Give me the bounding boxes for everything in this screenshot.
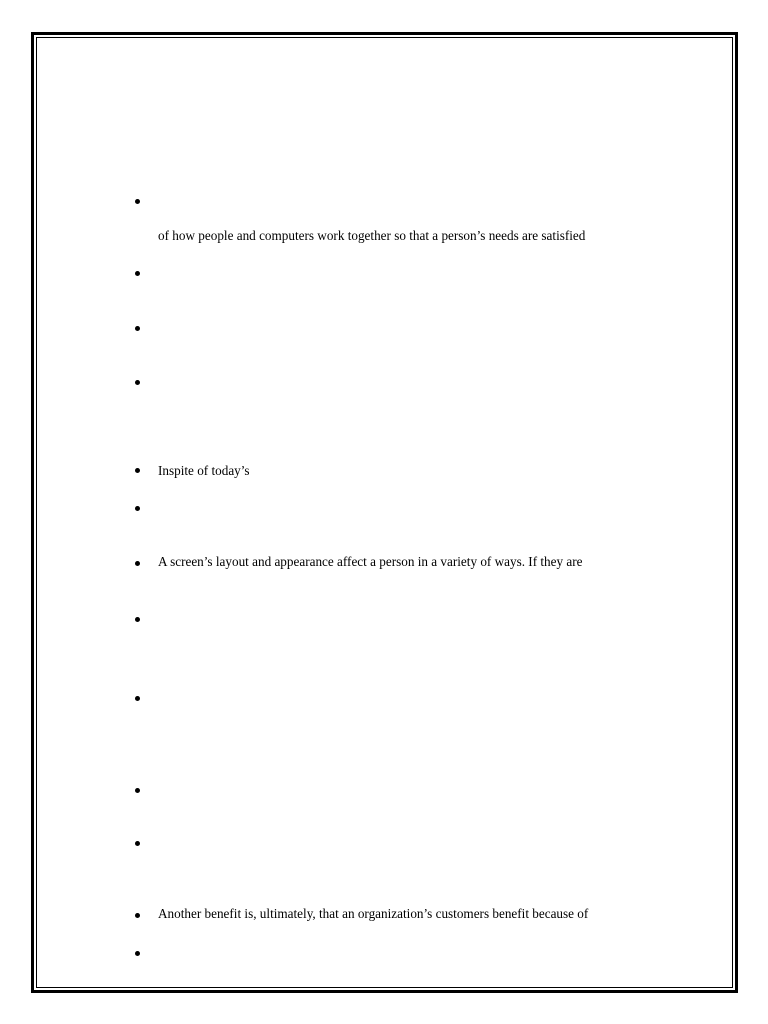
bullet-marker	[134, 911, 142, 919]
bullet-text: Another benefit is, ultimately, that an organization’s customers benefit because of	[158, 906, 589, 921]
bullet-marker	[134, 786, 142, 794]
continuation-line: of how people and computers work together so that a person’s needs are satisfied	[158, 228, 586, 243]
bullet-text: A screen’s layout and appearance affect a person in a variety of ways. If they are	[158, 554, 583, 569]
bullet-marker	[134, 324, 142, 332]
bullet-marker	[134, 839, 142, 847]
bullet-marker	[134, 197, 142, 205]
bullet-marker	[134, 559, 142, 567]
bullet-marker	[134, 504, 142, 512]
bullet-text: Inspite of today’s	[158, 463, 250, 478]
bullet-marker	[134, 615, 142, 623]
bullet-marker	[134, 378, 142, 386]
bullet-marker	[134, 269, 142, 277]
bullet-marker	[134, 949, 142, 957]
bullet-marker	[134, 694, 142, 702]
bullet-marker	[134, 466, 142, 474]
